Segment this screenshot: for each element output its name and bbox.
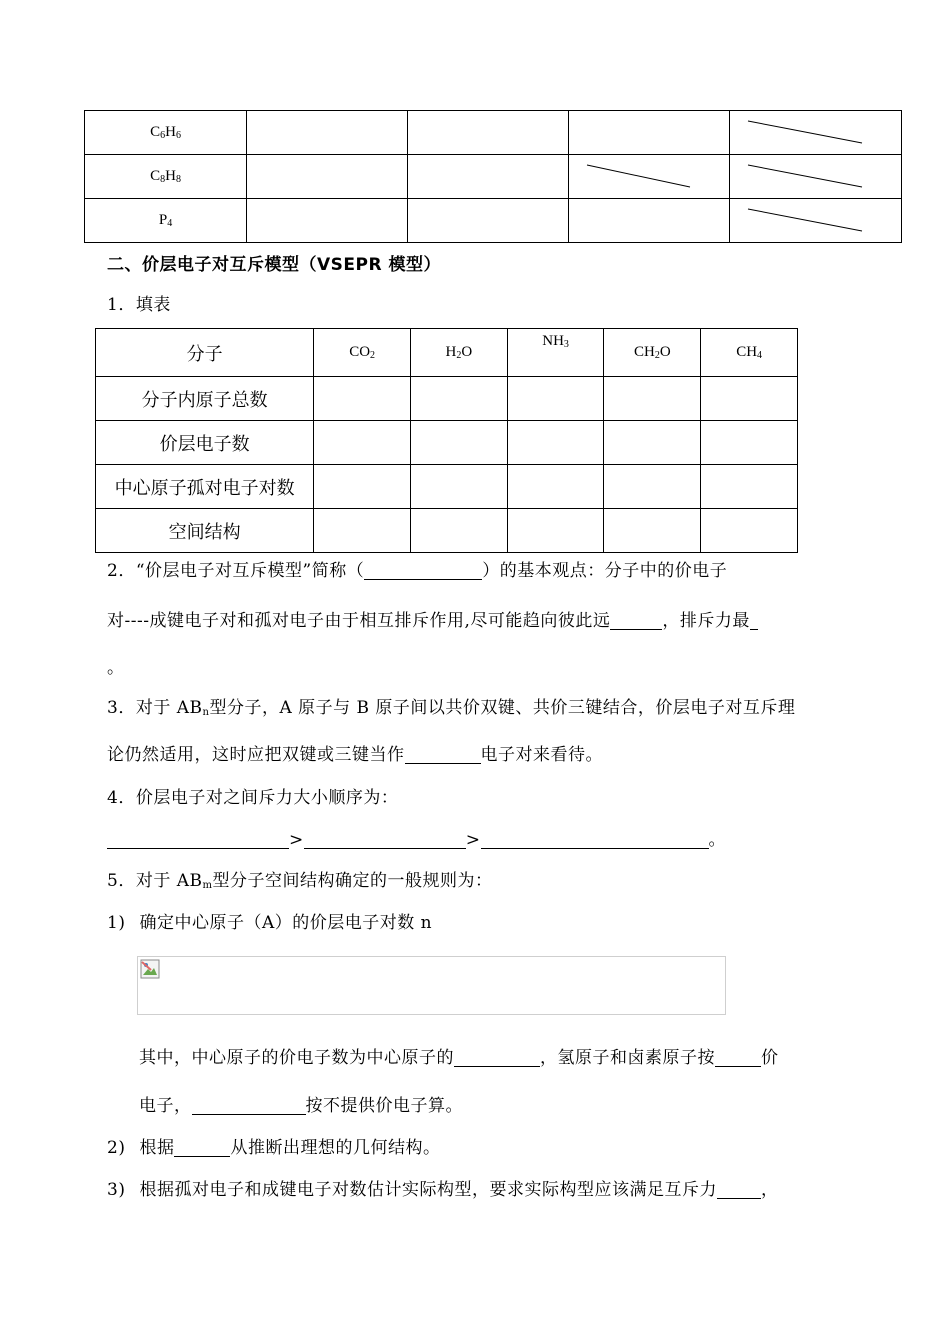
formula-subscript: 2	[654, 350, 660, 361]
q3-text-c: 论仍然适用，这时应把双键或三键当作	[107, 745, 405, 765]
struck-cell[interactable]	[730, 199, 902, 243]
note-text-e: 按不提供价电子算。	[305, 1096, 463, 1116]
struck-cell[interactable]	[730, 155, 902, 199]
q2-blank-1[interactable]	[364, 561, 482, 580]
step-2-number: 2)	[107, 1138, 126, 1158]
step-3-text-b: ，	[760, 1180, 779, 1200]
step-1-note-line2	[139, 1091, 463, 1116]
note-blank-2[interactable]	[715, 1048, 761, 1067]
answer-cell[interactable]	[507, 465, 604, 509]
vsepr-table	[95, 328, 798, 553]
strike-line	[569, 155, 730, 198]
answer-cell[interactable]	[507, 421, 604, 465]
formula-image-placeholder	[137, 956, 726, 1015]
formula-subscript: 6	[160, 130, 166, 141]
formula-element: H	[445, 344, 457, 360]
question-2-line2	[107, 606, 758, 631]
answer-cell[interactable]	[314, 421, 411, 465]
formula-element: P	[158, 212, 168, 228]
formula-subscript: 8	[160, 174, 166, 185]
answer-cell[interactable]	[247, 155, 408, 199]
answer-cell[interactable]	[247, 199, 408, 243]
note-text-a: 其中，中心原子的价电子数为中心原子的	[139, 1048, 454, 1068]
broken-image-icon	[140, 959, 160, 979]
q2-blank-3[interactable]	[750, 611, 758, 630]
formula-element: H	[165, 168, 176, 184]
strike-line	[730, 111, 902, 154]
formula-element: C	[150, 124, 161, 140]
step-1	[107, 908, 432, 933]
step-3-blank[interactable]	[717, 1180, 761, 1199]
step-2-text-b: 从推断出理想的几何结构。	[230, 1138, 441, 1158]
answer-cell[interactable]	[701, 509, 798, 553]
formula-cell	[85, 199, 247, 243]
formula-subscript: 2	[370, 350, 376, 361]
answer-cell[interactable]	[701, 421, 798, 465]
formula-cell	[85, 111, 247, 155]
answer-cell[interactable]	[569, 199, 730, 243]
question-4-line1: 4．价层电子对之间斥力大小顺序为：	[107, 788, 399, 808]
answer-cell[interactable]	[314, 465, 411, 509]
q2-text-c: 对----成键电子对和孤对电子由于相互排斥作用,尽可能趋向彼此远	[107, 611, 611, 631]
table-row	[85, 111, 902, 155]
table-row	[96, 377, 798, 421]
q4-end: 。	[708, 830, 726, 850]
formula-subscript: 6	[176, 130, 181, 141]
table-row	[85, 155, 902, 199]
molecule-header	[701, 329, 798, 377]
row-label: 空间结构	[96, 509, 314, 553]
question-4-line2	[107, 825, 726, 850]
formula-subscript: 2	[456, 350, 462, 361]
answer-cell[interactable]	[314, 377, 411, 421]
q5-text-a: 5．对于 AB	[107, 871, 203, 891]
question-3-line1	[107, 693, 795, 718]
step-2	[107, 1133, 440, 1158]
molecule-header	[410, 329, 507, 377]
question-5	[107, 866, 492, 891]
formula-subscript: 8	[176, 174, 181, 185]
answer-cell[interactable]	[507, 377, 604, 421]
strike-line	[730, 199, 902, 242]
note-blank-1[interactable]	[454, 1048, 540, 1067]
q3-text-b: 型分子，A 原子与 B 原子间以共价双键、共价三键结合，价层电子对互斥理	[209, 698, 796, 718]
formula-element: NH	[542, 333, 564, 349]
formula-subscript: 4	[757, 350, 763, 361]
molecule-header	[314, 329, 411, 377]
note-blank-3[interactable]	[192, 1096, 306, 1115]
q5-text-b: 型分子空间结构确定的一般规则为：	[212, 871, 493, 891]
formula-element: CH	[736, 344, 758, 360]
step-3-text-a: 根据孤对电子和成键电子对数估计实际构型，要求实际构型应该满足互斥力	[139, 1180, 717, 1200]
row-label: 分子内原子总数	[96, 377, 314, 421]
note-text-b: ，氢原子和卤素原子按	[540, 1048, 715, 1068]
table-row	[96, 465, 798, 509]
formula-subscript: 4	[167, 218, 173, 229]
step-2-text-a: 根据	[139, 1138, 175, 1158]
formula-subscript: 3	[563, 339, 569, 350]
formula-element: O	[461, 344, 473, 360]
answer-cell[interactable]	[701, 465, 798, 509]
table-row	[85, 199, 902, 243]
question-2-line1	[107, 556, 727, 581]
note-text-c: 价	[761, 1048, 779, 1068]
answer-cell[interactable]	[410, 509, 507, 553]
table-row	[96, 421, 798, 465]
q5-subscript: m	[202, 880, 213, 891]
step-3	[107, 1175, 778, 1200]
answer-cell[interactable]	[410, 421, 507, 465]
answer-cell[interactable]	[604, 465, 701, 509]
molecule-header	[507, 329, 604, 377]
header-label: 分子	[96, 329, 314, 377]
step-1-note-line1	[139, 1043, 779, 1068]
formula-element: H	[165, 124, 176, 140]
step-1-text: 确定中心原子（A）的价层电子对数 n	[139, 913, 433, 933]
step-1-number: 1)	[107, 913, 126, 933]
row-label: 价层电子数	[96, 421, 314, 465]
answer-cell[interactable]	[410, 465, 507, 509]
answer-cell[interactable]	[314, 509, 411, 553]
q3-blank[interactable]	[405, 745, 481, 764]
q3-text-d: 电子对来看待。	[480, 745, 603, 765]
formula-element: O	[659, 344, 671, 360]
answer-cell[interactable]	[604, 421, 701, 465]
struck-cell[interactable]	[569, 155, 730, 199]
answer-cell[interactable]	[507, 509, 604, 553]
answer-cell[interactable]	[604, 509, 701, 553]
question-1: 1．填表	[107, 295, 171, 315]
formula-table	[84, 110, 902, 243]
row-label: 中心原子孤对电子对数	[96, 465, 314, 509]
answer-cell[interactable]	[408, 111, 569, 155]
q3-subscript: n	[202, 707, 210, 718]
q2-text-b: ）的基本观点：分子中的价电子	[482, 561, 728, 581]
note-text-d: 电子，	[139, 1096, 192, 1116]
answer-cell[interactable]	[408, 199, 569, 243]
molecule-header	[604, 329, 701, 377]
q2-text-a: 2．“价层电子对互斥模型”简称（	[107, 561, 365, 581]
q4-gt-1: >	[289, 830, 304, 850]
strike-line	[730, 155, 902, 198]
q2-text-d: ，排斥力最	[662, 611, 750, 631]
q4-blank-3[interactable]	[481, 830, 709, 849]
step-2-blank[interactable]	[174, 1138, 230, 1157]
formula-cell	[85, 155, 247, 199]
q4-gt-2: >	[465, 830, 481, 850]
answer-cell[interactable]	[701, 377, 798, 421]
section-heading: 二、价层电子对互斥模型（VSEPR 模型）	[107, 255, 441, 275]
answer-cell[interactable]	[569, 111, 730, 155]
question-2-line3: 。	[107, 658, 125, 678]
answer-cell[interactable]	[410, 377, 507, 421]
q2-blank-2[interactable]	[610, 611, 662, 630]
formula-element: C	[150, 168, 161, 184]
answer-cell[interactable]	[247, 111, 408, 155]
answer-cell[interactable]	[604, 377, 701, 421]
step-3-number: 3)	[107, 1180, 126, 1200]
answer-cell[interactable]	[408, 155, 569, 199]
q4-blank-1[interactable]	[107, 830, 289, 849]
formula-element: CH	[633, 344, 655, 360]
table-row	[96, 509, 798, 553]
struck-cell[interactable]	[730, 111, 902, 155]
question-3-line2	[107, 740, 603, 765]
table-header-row	[96, 329, 798, 377]
q3-text-a: 3．对于 AB	[107, 698, 203, 718]
q4-blank-2[interactable]	[304, 830, 466, 849]
formula-element: CO	[349, 344, 371, 360]
